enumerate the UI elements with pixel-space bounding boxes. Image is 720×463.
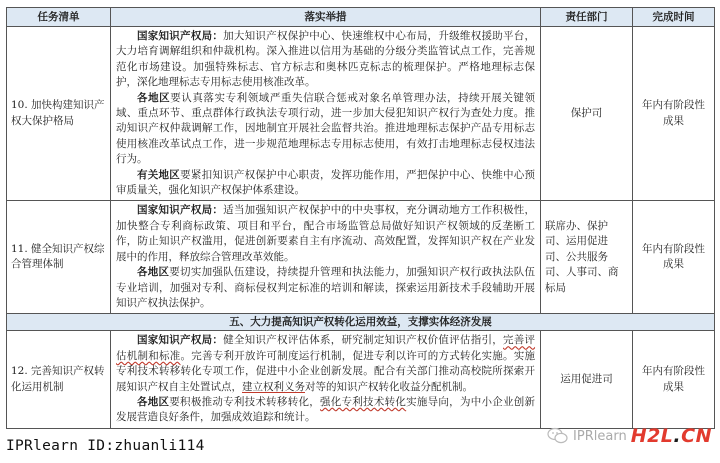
para-lead: 国家知识产权局： [137,30,224,42]
para-text: 对等的知识产权转化收益分配机制 [305,380,463,393]
table-row [7,27,715,201]
para-text: 适当加强知识产权保护中的中央事权，充分调动地方工作积极性，加快整合专利商标政策、项目和平台，配合市场监管总局做好知识产权领域的反垄断工作，防止知识产权滥用，促进创新要素自主有序流动、高效配置，发挥知识产权在产业发展中的作用，释放综合管理改革效能。 [116,204,536,263]
table-row [7,331,715,428]
para-text: 实施导向，为中小企业创新发展营造良好条件，加强成效追踪和统计。 [116,395,536,424]
para-lead: 各地区 [137,266,170,279]
task-cell: 12. 完善知识产权转化运用机制 [7,331,111,428]
dept-cell: 运用促进司 [541,331,633,428]
section-row [7,314,715,331]
task-cell: 10. 加快构建知识产权大保护格局 [7,27,111,201]
para-text: 要积极推动专利技术转移转化， [169,395,320,408]
para-text: 健全知识产权评估体系，研究制定知识产权价值评估指引， [223,334,503,347]
measures-cell [111,331,541,428]
dept-cell: 保护司 [541,27,633,201]
measures-cell [111,201,541,314]
watermark-text: IPRlearn [573,428,627,444]
time-cell: 年内有阶段性成果 [633,27,715,201]
header-task: 任务清单 [7,8,111,27]
para-lead: 国家知识产权局： [137,204,224,217]
highlighted-text: 建立权利义务 [242,380,305,393]
para-text: 要紧扣知识产权保护中心职责，发挥功能作用，严把保护中心、快维中心预审质量关，强化知识产权保护体系建设。 [116,168,536,197]
para-text: 。 [462,380,473,393]
header-time: 完成时间 [633,8,715,27]
header-dept: 责任部门 [541,8,633,27]
para-lead: 国家知识产权局： [137,334,224,347]
footer-id: IPRlearn ID:zhuanli114 [6,438,205,454]
measures-cell [111,27,541,201]
table-row [7,201,715,314]
para-lead: 有关地区 [137,168,181,181]
para-text: 。完善专利开放许可制度运行机制，促进专利以许可的方式转化实施。实施专利技术转移转化专项工作，促进中小企业创新发展。配合有关部门推动高校院所探索开展知识产权自主处置试点， [116,349,535,393]
watermark [547,425,712,447]
time-cell: 年内有阶段性成果 [633,201,715,314]
highlighted-text: 完善评估机制和标准 [116,334,536,362]
measures-table [6,7,715,429]
table-header-row [7,8,715,27]
header-measures: 落实举措 [111,8,541,27]
para-text: 加大知识产权保护中心、快速维权中心布局，升级维权援助平台，大力培育调解组织和仲裁机构。深入推进以信用为基础的分级分类监管试点工作，完善规范化市场建设。加强特殊标志、官方标志和奥林匹克标志的梳理保护。严格地理标志保护，深化地理标志专用标志使用核准改革。 [116,30,536,89]
para-text: 要认真落实专利领域严重失信联合惩戒对象名单管理办法，持续开展关键领域、重点环节、重点群体行政执法专项行动，进一步加大侵犯知识产权行为查处力度。推动知识产权仲裁调解工作，因地制宜开展社会监督共治。推进地理标志保护产品专用标志使用核准改革试点工作，进一步规范地理标志专用标志使用，有效打击地理标志侵权违法行为。 [116,91,536,166]
task-cell: 11. 健全知识产权综合管理体制 [7,201,111,314]
para-text: 要切实加强队伍建设，持续提升管理和执法能力，加强知识产权行政执法队伍专业培训，加强对专利、商标侵权判定标准的培训和解读，探索运用新技术手段辅助开展知识产权执法保护。 [116,266,536,309]
section-title: 五、大力提高知识产权转化运用效益，支撑实体经济发展 [7,314,715,331]
para-lead: 各地区 [137,91,171,104]
wechat-icon [547,427,569,445]
dept-cell: 联席办、保护司、运用促进司、公共服务司、人事司、商标局 [541,201,633,314]
highlighted-text: 强化专利技术转化 [320,395,407,408]
para-lead: 各地区 [137,395,170,408]
site-logo: H2L.CN [630,425,712,447]
time-cell: 年内有阶段性成果 [633,331,715,428]
